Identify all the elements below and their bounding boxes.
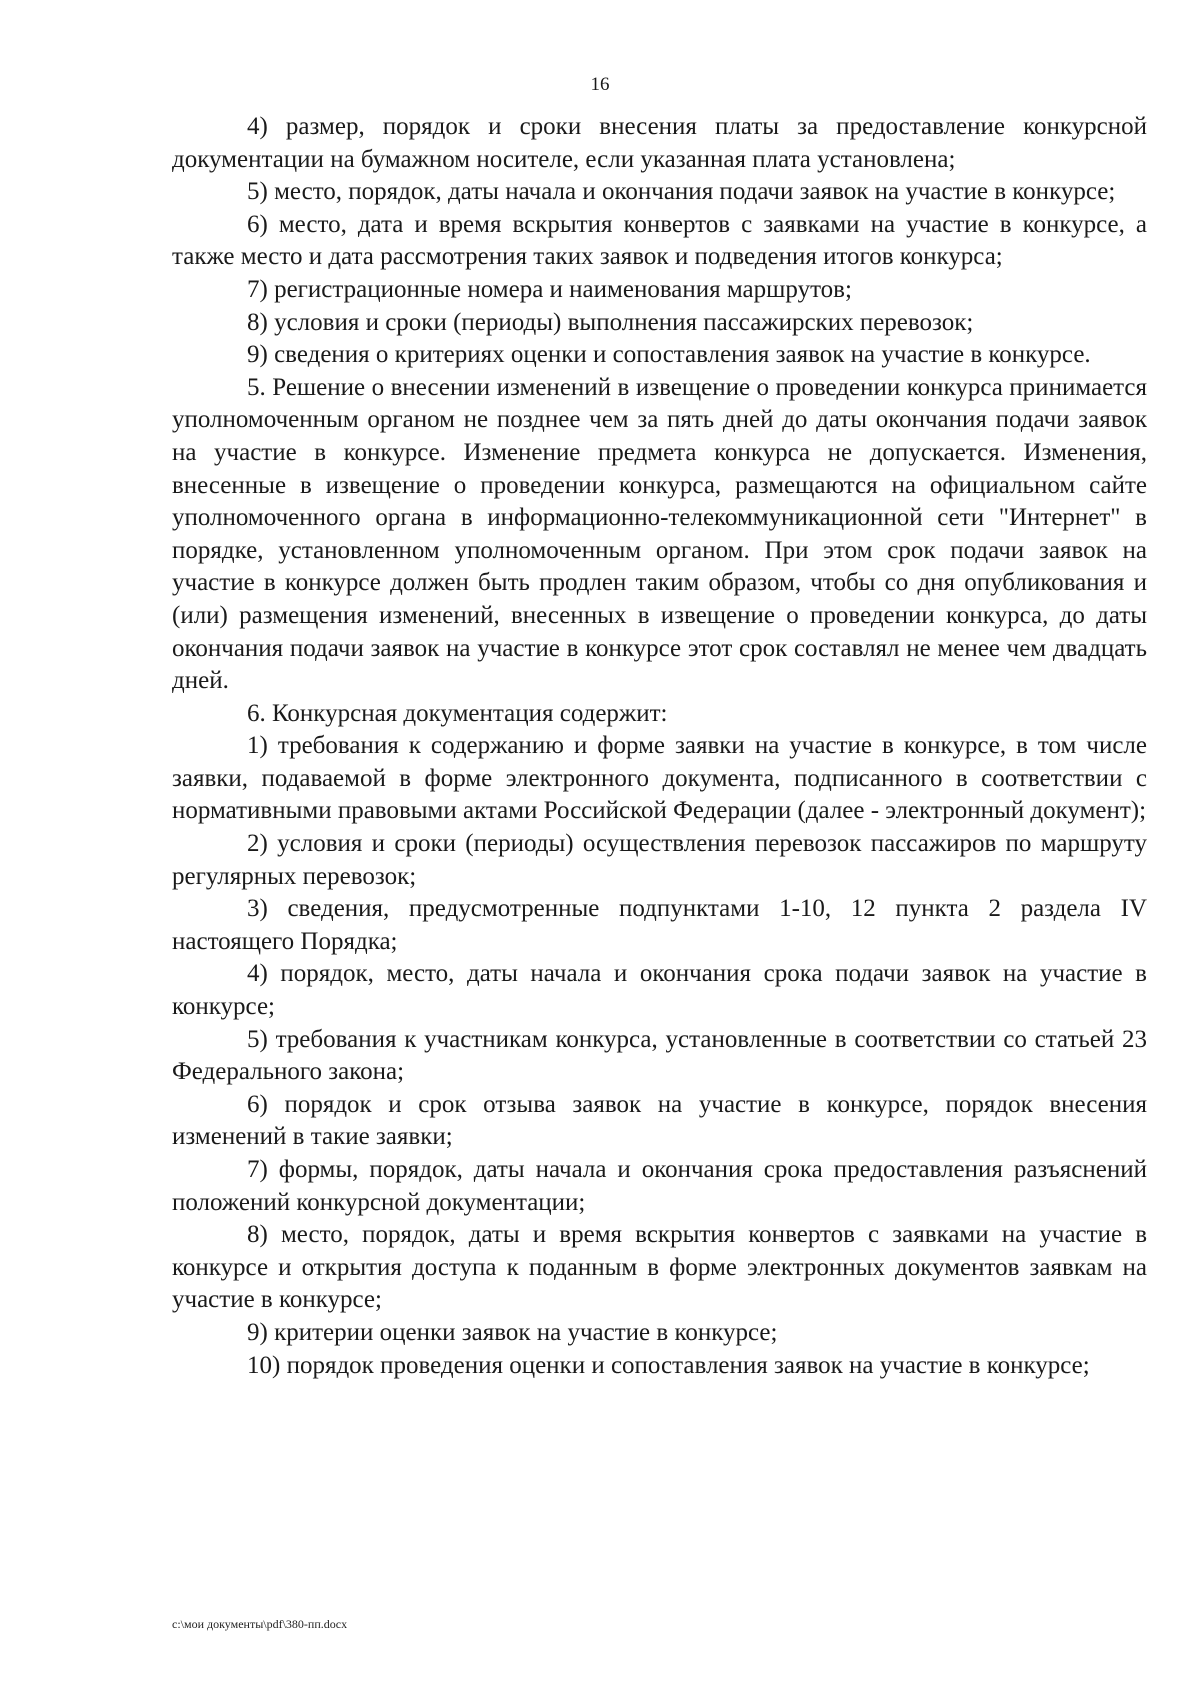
paragraph-subitem-5: 5) требования к участникам конкурса, установленные в соответствии со статьей 23 Федерального закона;	[172, 1025, 1147, 1086]
paragraph-subitem-6: 6) порядок и срок отзыва заявок на участие в конкурсе, порядок внесения изменений в такие заявки;	[172, 1090, 1147, 1151]
paragraph-subitem-4: 4) порядок, место, даты начала и окончания срока подачи заявок на участие в конкурсе;	[172, 960, 1147, 1021]
paragraph-subitem-3: 3) сведения, предусмотренные подпунктами 1-10, 12 пункта 2 раздела IV настоящего Порядка;	[172, 895, 1147, 955]
paragraph-subitem-2: 2) условия и сроки (периоды) осуществления перевозок пассажиров по маршруту регулярных перевозок;	[172, 830, 1147, 890]
paragraph-item-6: 6) место, дата и время вскрытия конвертов с заявками на участие в конкурсе, а также место и дата рассмотрения таких заявок и подведения итогов конкурса;	[172, 210, 1147, 271]
paragraph-subitem-8: 8) место, порядок, даты и время вскрытия конвертов с заявками на участие в конкурсе и открытия доступа к поданным в форме электронных документов заявкам на участие в конкурсе;	[172, 1221, 1147, 1314]
paragraph-item-8: 8) условия и сроки (периоды) выполнения пассажирских перевозок;	[247, 308, 974, 336]
paragraph-subitem-7: 7) формы, порядок, даты начала и окончания срока предоставления разъяснений положений конкурсной документации;	[172, 1156, 1147, 1216]
paragraph-clause-6: 6. Конкурсная документация содержит:	[247, 699, 668, 727]
page-number: 16	[590, 74, 610, 95]
paragraph-clause-5: 5. Решение о внесении изменений в извещение о проведении конкурса принимается уполномоченным органом не позднее чем за пять дней до даты окончания подачи заявок на участие в конкурсе. Изменение предмета конкурса не допускается. Изменения, внесенные в извещение о проведении конкурса, размещаются на официальном сайте уполномоченного органа в информационно-телекоммуникационной сети "Интернет" в порядке, установленном уполномоченным органом. При этом срок подачи заявок на участие в конкурсе должен быть продлен таким образом, чтобы со дня опубликования и (или) размещения изменений, внесенных в извещение о проведении конкурса, до даты окончания подачи заявок на участие в конкурсе этот срок составлял не менее чем двадцать дней.	[172, 373, 1147, 695]
paragraph-subitem-9: 9) критерии оценки заявок на участие в конкурсе;	[247, 1318, 778, 1346]
paragraph-item-5: 5) место, порядок, даты начала и окончания подачи заявок на участие в конкурсе;	[247, 178, 1116, 206]
paragraph-item-4: 4) размер, порядок и сроки внесения платы за предоставление конкурсной документации на бумажном носителе, если указанная плата установлена;	[172, 113, 1147, 173]
paragraph-item-9: 9) сведения о критериях оценки и сопоставления заявок на участие в конкурсе.	[247, 341, 1091, 369]
paragraph-subitem-1: 1) требования к содержанию и форме заявки на участие в конкурсе, в том числе заявки, подаваемой в форме электронного документа, подписанного в соответствии с нормативными правовыми актами Российской Федерации (далее - электронный документ);	[172, 732, 1147, 825]
file-path-footer: c:\мои документы\pdf\380-пп.docx	[172, 1617, 348, 1631]
paragraph-subitem-10: 10) порядок проведения оценки и сопоставления заявок на участие в конкурсе;	[247, 1351, 1090, 1379]
document-body	[172, 111, 1147, 1382]
paragraph-item-7: 7) регистрационные номера и наименования маршрутов;	[247, 275, 852, 303]
